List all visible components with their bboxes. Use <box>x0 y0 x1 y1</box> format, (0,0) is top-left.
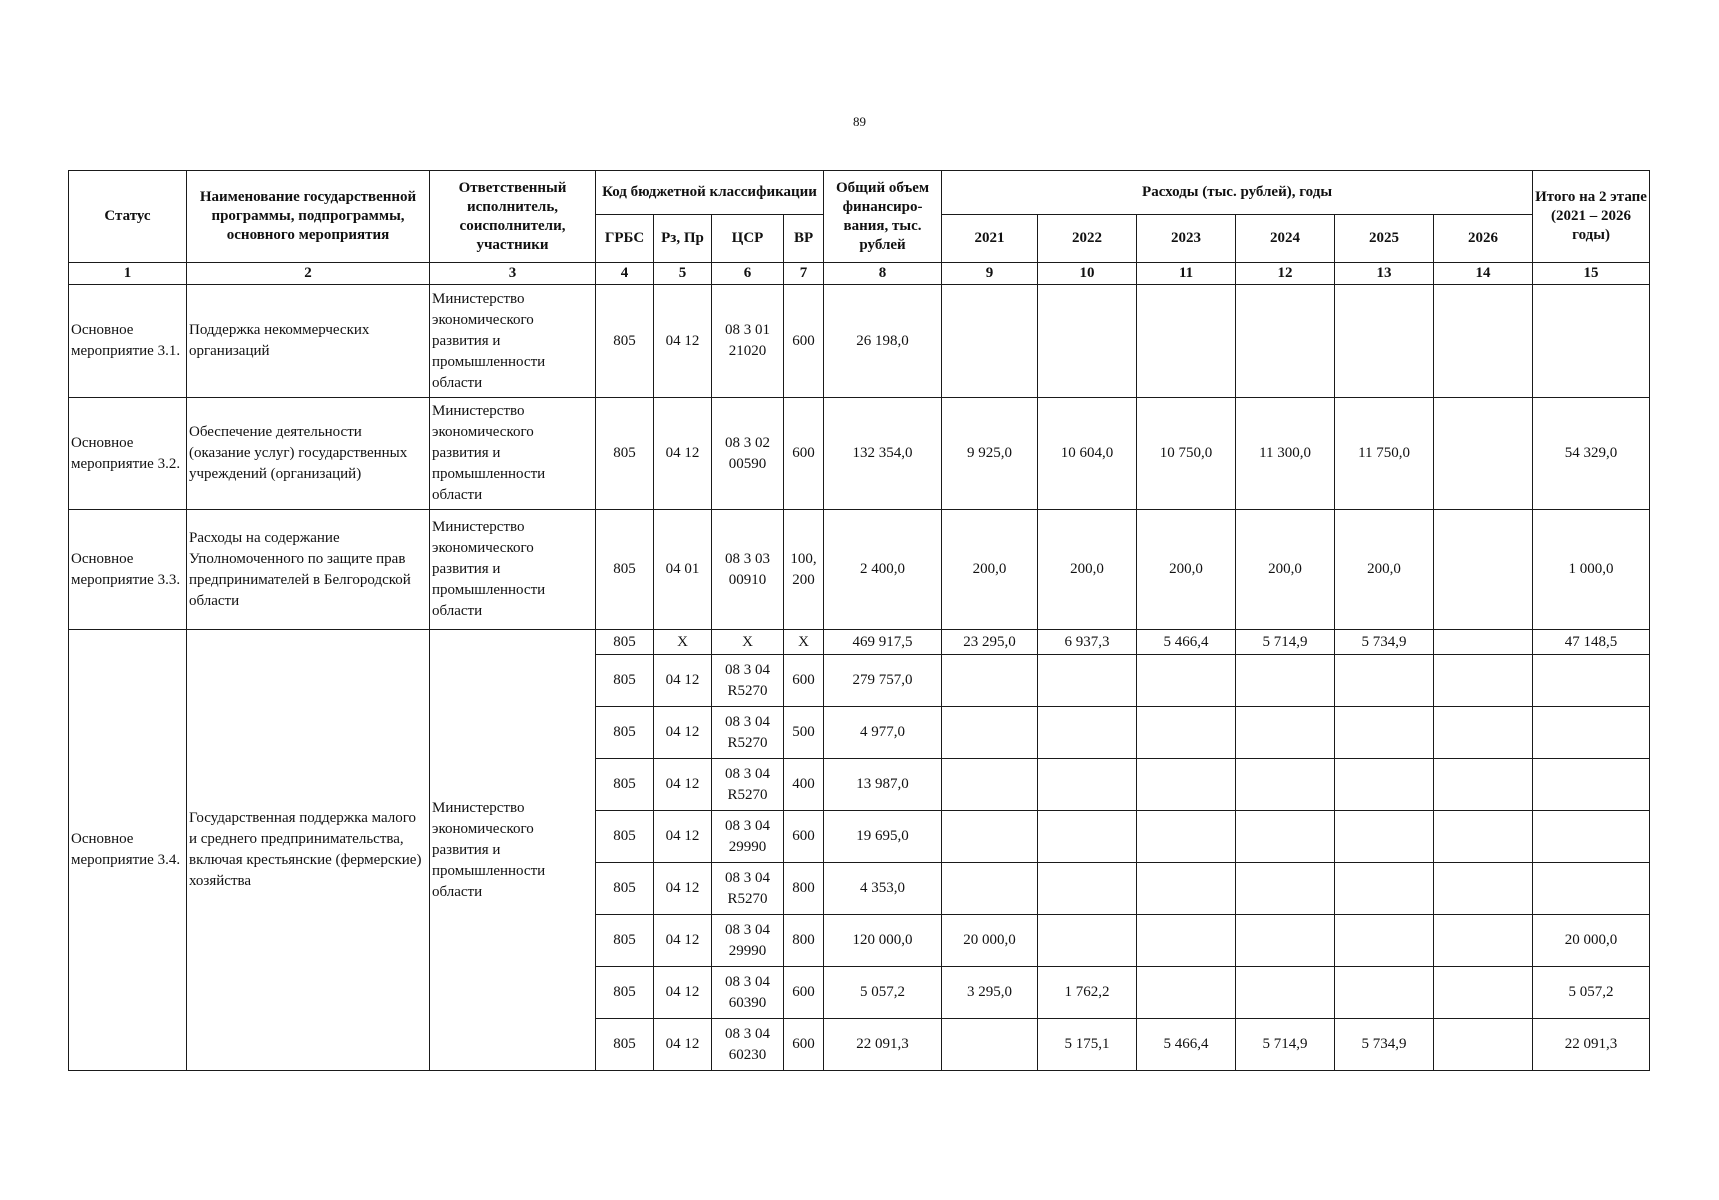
csr-cell: 08 3 04 29990 <box>712 915 784 967</box>
year-value-cell <box>1038 655 1137 707</box>
measure-name-cell: Поддержка некоммерческих организаций <box>187 285 430 398</box>
year-value-cell <box>1137 811 1236 863</box>
vr-cell: 600 <box>784 655 824 707</box>
table-row <box>69 398 1650 510</box>
total-cell: 26 198,0 <box>824 285 942 398</box>
page-number: 89 <box>853 114 866 129</box>
year-value-cell <box>1335 863 1434 915</box>
total-cell: 469 917,5 <box>824 630 942 655</box>
grbs-cell: 805 <box>596 510 654 630</box>
year-value-cell: 200,0 <box>1137 510 1236 630</box>
header-year: 2023 <box>1137 215 1236 263</box>
stage-total-cell: 22 091,3 <box>1533 1019 1650 1071</box>
year-value-cell <box>1434 510 1533 630</box>
year-value-cell <box>1038 811 1137 863</box>
header-row-1 <box>69 171 1650 215</box>
year-value-cell: 20 000,0 <box>942 915 1038 967</box>
year-value-cell <box>942 707 1038 759</box>
year-value-cell: 6 937,3 <box>1038 630 1137 655</box>
year-value-cell: 200,0 <box>1038 510 1137 630</box>
column-number: 7 <box>784 263 824 285</box>
vr-cell: 600 <box>784 811 824 863</box>
status-cell: Основное мероприятие 3.2. <box>69 398 187 510</box>
year-value-cell <box>1335 759 1434 811</box>
grbs-cell: 805 <box>596 759 654 811</box>
year-value-cell <box>1335 285 1434 398</box>
header-total-volume: Общий объем финансиро-вания, тыс. рублей <box>824 171 942 263</box>
status-cell: Основное мероприятие 3.4. <box>69 630 187 1071</box>
column-number: 5 <box>654 263 712 285</box>
grbs-cell: 805 <box>596 1019 654 1071</box>
year-value-cell <box>1434 285 1533 398</box>
total-cell: 13 987,0 <box>824 759 942 811</box>
grbs-cell: 805 <box>596 398 654 510</box>
stage-total-cell: 20 000,0 <box>1533 915 1650 967</box>
total-cell: 22 091,3 <box>824 1019 942 1071</box>
year-value-cell <box>1137 967 1236 1019</box>
header-responsible: Ответственный исполнитель, соисполнители, участники <box>430 171 596 263</box>
stage-total-cell: 54 329,0 <box>1533 398 1650 510</box>
year-value-cell <box>1038 707 1137 759</box>
year-value-cell <box>942 655 1038 707</box>
year-value-cell: 5 734,9 <box>1335 1019 1434 1071</box>
year-value-cell <box>1434 707 1533 759</box>
year-value-cell <box>1236 863 1335 915</box>
total-cell: 132 354,0 <box>824 398 942 510</box>
header-status: Статус <box>69 171 187 263</box>
year-value-cell <box>1335 811 1434 863</box>
vr-cell: X <box>784 630 824 655</box>
year-value-cell <box>1236 285 1335 398</box>
year-value-cell <box>1434 811 1533 863</box>
year-value-cell <box>1038 863 1137 915</box>
rzpr-cell: 04 12 <box>654 398 712 510</box>
column-number: 1 <box>69 263 187 285</box>
rzpr-cell: X <box>654 630 712 655</box>
responsible-cell: Министерство экономического развития и промышленности области <box>430 398 596 510</box>
grbs-cell: 805 <box>596 863 654 915</box>
responsible-cell: Министерство экономического развития и промышленности области <box>430 630 596 1071</box>
total-cell: 4 977,0 <box>824 707 942 759</box>
year-value-cell <box>1137 655 1236 707</box>
vr-cell: 600 <box>784 1019 824 1071</box>
year-value-cell: 11 750,0 <box>1335 398 1434 510</box>
year-value-cell: 5 714,9 <box>1236 630 1335 655</box>
year-value-cell: 3 295,0 <box>942 967 1038 1019</box>
column-number: 14 <box>1434 263 1533 285</box>
rzpr-cell: 04 12 <box>654 285 712 398</box>
total-cell: 279 757,0 <box>824 655 942 707</box>
vr-cell: 800 <box>784 863 824 915</box>
vr-cell: 600 <box>784 967 824 1019</box>
year-value-cell <box>1038 915 1137 967</box>
year-value-cell <box>1335 655 1434 707</box>
year-value-cell <box>1038 759 1137 811</box>
year-value-cell <box>1137 707 1236 759</box>
vr-cell: 100, 200 <box>784 510 824 630</box>
year-value-cell: 10 750,0 <box>1137 398 1236 510</box>
grbs-cell: 805 <box>596 707 654 759</box>
year-value-cell: 11 300,0 <box>1236 398 1335 510</box>
total-cell: 19 695,0 <box>824 811 942 863</box>
rzpr-cell: 04 12 <box>654 915 712 967</box>
csr-cell: 08 3 04 R5270 <box>712 863 784 915</box>
column-number: 15 <box>1533 263 1650 285</box>
header-year: 2024 <box>1236 215 1335 263</box>
year-value-cell <box>1434 915 1533 967</box>
header-stage-total: Итого на 2 этапе (2021 – 2026 годы) <box>1533 171 1650 263</box>
year-value-cell: 23 295,0 <box>942 630 1038 655</box>
status-cell: Основное мероприятие 3.3. <box>69 510 187 630</box>
column-number: 10 <box>1038 263 1137 285</box>
year-value-cell: 5 175,1 <box>1038 1019 1137 1071</box>
year-value-cell <box>1335 967 1434 1019</box>
responsible-cell: Министерство экономического развития и промышленности области <box>430 510 596 630</box>
csr-cell: 08 3 03 00910 <box>712 510 784 630</box>
header-year: 2026 <box>1434 215 1533 263</box>
column-number: 2 <box>187 263 430 285</box>
table-row <box>69 285 1650 398</box>
grbs-cell: 805 <box>596 655 654 707</box>
column-number: 13 <box>1335 263 1434 285</box>
year-value-cell <box>942 863 1038 915</box>
year-value-cell: 5 734,9 <box>1335 630 1434 655</box>
year-value-cell <box>1434 1019 1533 1071</box>
grbs-cell: 805 <box>596 811 654 863</box>
year-value-cell <box>1434 398 1533 510</box>
csr-cell: 08 3 04 R5270 <box>712 655 784 707</box>
year-value-cell: 1 762,2 <box>1038 967 1137 1019</box>
rzpr-cell: 04 01 <box>654 510 712 630</box>
total-cell: 2 400,0 <box>824 510 942 630</box>
csr-cell: 08 3 04 R5270 <box>712 707 784 759</box>
year-value-cell <box>1137 863 1236 915</box>
header-budget-code: Код бюджетной классификации <box>596 171 824 215</box>
budget-table <box>68 170 1650 1071</box>
year-value-cell <box>1434 759 1533 811</box>
column-number: 6 <box>712 263 784 285</box>
year-value-cell <box>1434 863 1533 915</box>
column-number-row <box>69 263 1650 285</box>
header-expenses: Расходы (тыс. рублей), годы <box>942 171 1533 215</box>
csr-cell: 08 3 04 29990 <box>712 811 784 863</box>
year-value-cell: 9 925,0 <box>942 398 1038 510</box>
year-value-cell <box>1236 759 1335 811</box>
rzpr-cell: 04 12 <box>654 811 712 863</box>
table-row <box>69 630 1650 655</box>
rzpr-cell: 04 12 <box>654 1019 712 1071</box>
grbs-cell: 805 <box>596 967 654 1019</box>
responsible-cell: Министерство экономического развития и промышленности области <box>430 285 596 398</box>
year-value-cell: 10 604,0 <box>1038 398 1137 510</box>
total-cell: 5 057,2 <box>824 967 942 1019</box>
header-year: 2025 <box>1335 215 1434 263</box>
year-value-cell: 200,0 <box>1335 510 1434 630</box>
rzpr-cell: 04 12 <box>654 967 712 1019</box>
csr-cell: 08 3 04 60230 <box>712 1019 784 1071</box>
header-csr: ЦСР <box>712 215 784 263</box>
year-value-cell <box>942 759 1038 811</box>
year-value-cell: 200,0 <box>942 510 1038 630</box>
stage-total-cell <box>1533 863 1650 915</box>
header-year: 2022 <box>1038 215 1137 263</box>
vr-cell: 500 <box>784 707 824 759</box>
grbs-cell: 805 <box>596 630 654 655</box>
year-value-cell <box>1236 915 1335 967</box>
vr-cell: 600 <box>784 285 824 398</box>
column-number: 12 <box>1236 263 1335 285</box>
csr-cell: 08 3 04 R5270 <box>712 759 784 811</box>
year-value-cell <box>1137 915 1236 967</box>
table-row <box>69 510 1650 630</box>
header-grbs: ГРБС <box>596 215 654 263</box>
year-value-cell <box>1236 655 1335 707</box>
csr-cell: X <box>712 630 784 655</box>
measure-name-cell: Обеспечение деятельности (оказание услуг) государственных учреждений (организаций) <box>187 398 430 510</box>
column-number: 4 <box>596 263 654 285</box>
status-cell: Основное мероприятие 3.1. <box>69 285 187 398</box>
total-cell: 4 353,0 <box>824 863 942 915</box>
measure-name-cell: Государственная поддержка малого и среднего предпринимательства, включая крестьянские (фермерские) хозяйства <box>187 630 430 1071</box>
grbs-cell: 805 <box>596 285 654 398</box>
stage-total-cell <box>1533 759 1650 811</box>
rzpr-cell: 04 12 <box>654 863 712 915</box>
year-value-cell <box>1236 811 1335 863</box>
rzpr-cell: 04 12 <box>654 707 712 759</box>
stage-total-cell <box>1533 655 1650 707</box>
grbs-cell: 805 <box>596 915 654 967</box>
year-value-cell <box>1335 915 1434 967</box>
year-value-cell: 5 466,4 <box>1137 1019 1236 1071</box>
stage-total-cell: 1 000,0 <box>1533 510 1650 630</box>
header-vr: ВР <box>784 215 824 263</box>
stage-total-cell <box>1533 811 1650 863</box>
stage-total-cell: 5 057,2 <box>1533 967 1650 1019</box>
vr-cell: 400 <box>784 759 824 811</box>
column-number: 3 <box>430 263 596 285</box>
year-value-cell <box>1137 759 1236 811</box>
year-value-cell: 5 466,4 <box>1137 630 1236 655</box>
year-value-cell <box>942 285 1038 398</box>
header-name: Наименование государственной программы, подпрограммы, основного мероприятия <box>187 171 430 263</box>
year-value-cell <box>1038 285 1137 398</box>
measure-name-cell: Расходы на содержание Уполномоченного по защите прав предпринимателей в Белгородской области <box>187 510 430 630</box>
column-number: 8 <box>824 263 942 285</box>
column-number: 11 <box>1137 263 1236 285</box>
rzpr-cell: 04 12 <box>654 655 712 707</box>
csr-cell: 08 3 02 00590 <box>712 398 784 510</box>
year-value-cell <box>1434 655 1533 707</box>
year-value-cell: 200,0 <box>1236 510 1335 630</box>
csr-cell: 08 3 04 60390 <box>712 967 784 1019</box>
year-value-cell <box>1236 967 1335 1019</box>
year-value-cell <box>942 1019 1038 1071</box>
year-value-cell <box>942 811 1038 863</box>
year-value-cell <box>1137 285 1236 398</box>
year-value-cell: 5 714,9 <box>1236 1019 1335 1071</box>
rzpr-cell: 04 12 <box>654 759 712 811</box>
vr-cell: 800 <box>784 915 824 967</box>
column-number: 9 <box>942 263 1038 285</box>
header-rzpr: Рз, Пр <box>654 215 712 263</box>
header-year: 2021 <box>942 215 1038 263</box>
stage-total-cell: 47 148,5 <box>1533 630 1650 655</box>
vr-cell: 600 <box>784 398 824 510</box>
year-value-cell <box>1434 967 1533 1019</box>
total-cell: 120 000,0 <box>824 915 942 967</box>
stage-total-cell <box>1533 707 1650 759</box>
year-value-cell <box>1434 630 1533 655</box>
stage-total-cell <box>1533 285 1650 398</box>
year-value-cell <box>1335 707 1434 759</box>
year-value-cell <box>1236 707 1335 759</box>
csr-cell: 08 3 01 21020 <box>712 285 784 398</box>
